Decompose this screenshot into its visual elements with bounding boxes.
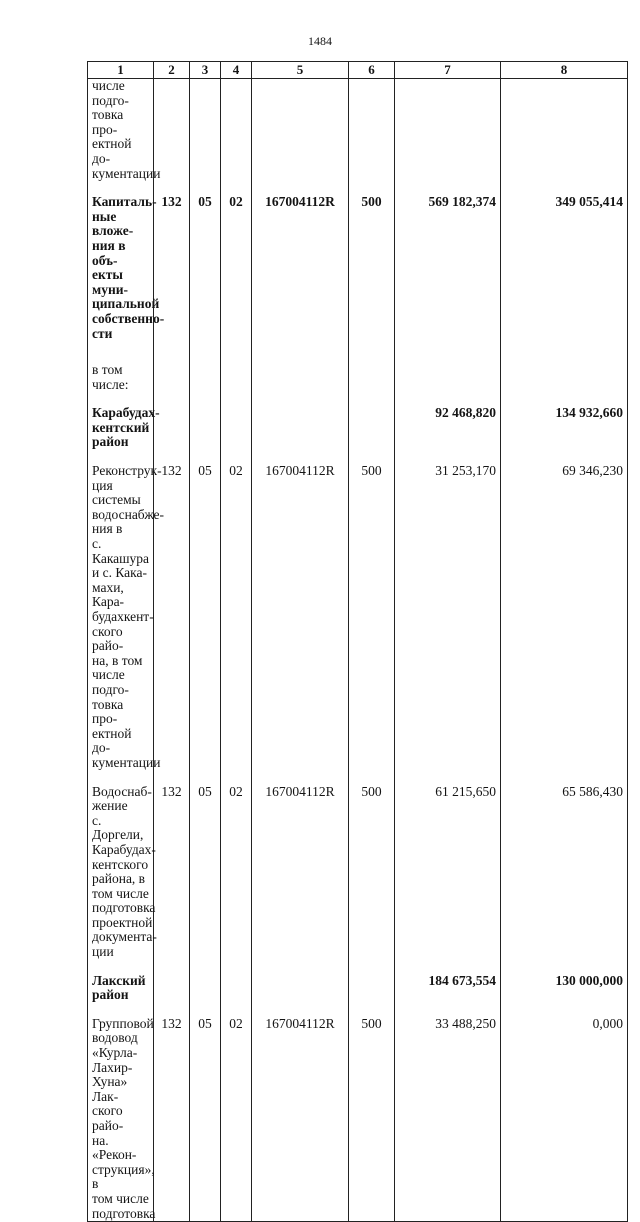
code-target-cell: 167004112R	[252, 195, 349, 363]
code-target-cell: 167004112R	[252, 785, 349, 974]
code-section-cell: 05	[190, 195, 221, 363]
code-section-cell: 05	[190, 785, 221, 974]
amount-year2-cell: 69 346,230	[501, 464, 628, 784]
column-header-7: 7	[395, 62, 501, 79]
table-row	[88, 363, 628, 406]
row-name-cell: Капиталь- ные вложе- ния в объ- екты муни- ципальной собственно- сти	[88, 195, 154, 363]
row-name-cell: в том числе:	[88, 363, 154, 406]
row-name-cell: числе подго- товка про- ектной до- кументации	[88, 79, 154, 196]
column-header-8: 8	[501, 62, 628, 79]
table-row	[88, 195, 628, 363]
code-admin-cell	[154, 974, 190, 1017]
amount-year2-cell: 0,000	[501, 1017, 628, 1222]
amount-year2-cell: 65 586,430	[501, 785, 628, 974]
code-admin-cell: 132	[154, 464, 190, 784]
code-expense-type-cell: 500	[349, 785, 395, 974]
column-header-4: 4	[221, 62, 252, 79]
code-admin-cell: 132	[154, 195, 190, 363]
table-row	[88, 464, 628, 784]
amount-year1-cell	[395, 363, 501, 406]
row-name-cell: Карабудах- кентский район	[88, 406, 154, 464]
amount-year1-cell: 569 182,374	[395, 195, 501, 363]
code-section-cell: 05	[190, 464, 221, 784]
amount-year1-cell: 92 468,820	[395, 406, 501, 464]
amount-year2-cell	[501, 79, 628, 196]
amount-year2-cell: 349 055,414	[501, 195, 628, 363]
column-header-1: 1	[88, 62, 154, 79]
amount-year1-cell	[395, 79, 501, 196]
table-row	[88, 1017, 628, 1222]
amount-year1-cell: 61 215,650	[395, 785, 501, 974]
row-name-cell: Водоснаб- жение с. Доргели, Карабудах- кентского района, в том числе подготовка проектной документа- ции	[88, 785, 154, 974]
code-target-cell	[252, 363, 349, 406]
amount-year2-cell	[501, 363, 628, 406]
amount-year2-cell: 134 932,660	[501, 406, 628, 464]
code-expense-type-cell	[349, 974, 395, 1017]
column-header-2: 2	[154, 62, 190, 79]
amount-year2-cell: 130 000,000	[501, 974, 628, 1017]
budget-table	[87, 61, 628, 1222]
code-expense-type-cell: 500	[349, 195, 395, 363]
column-header-3: 3	[190, 62, 221, 79]
code-subsection-cell	[221, 974, 252, 1017]
code-subsection-cell: 02	[221, 1017, 252, 1222]
code-target-cell: 167004112R	[252, 464, 349, 784]
code-section-cell	[190, 974, 221, 1017]
page-number: 1484	[308, 34, 332, 48]
code-expense-type-cell: 500	[349, 1017, 395, 1222]
table-row	[88, 406, 628, 464]
code-subsection-cell	[221, 406, 252, 464]
amount-year1-cell: 31 253,170	[395, 464, 501, 784]
table-row	[88, 79, 628, 196]
row-name-cell: Групповой водовод «Курла- Лахир- Хуна» Лак- ского райо- на. «Рекон- струкция», в том числе подготовка	[88, 1017, 154, 1222]
code-subsection-cell: 02	[221, 785, 252, 974]
code-target-cell	[252, 974, 349, 1017]
code-expense-type-cell	[349, 406, 395, 464]
row-name-cell: Реконструк- ция системы водоснабже- ния в с. Какашура и с. Кака- махи, Кара- будахкент- ского райо- на, в том числе подго- товка про- ектной до- кументации	[88, 464, 154, 784]
code-target-cell	[252, 79, 349, 196]
table-row	[88, 785, 628, 974]
column-number-row	[88, 62, 628, 79]
code-expense-type-cell	[349, 79, 395, 196]
code-subsection-cell	[221, 79, 252, 196]
row-name-cell: Лакский район	[88, 974, 154, 1017]
code-section-cell	[190, 363, 221, 406]
code-section-cell	[190, 406, 221, 464]
code-admin-cell	[154, 363, 190, 406]
code-subsection-cell: 02	[221, 195, 252, 363]
code-subsection-cell: 02	[221, 464, 252, 784]
code-target-cell	[252, 406, 349, 464]
code-admin-cell: 132	[154, 1017, 190, 1222]
amount-year1-cell: 184 673,554	[395, 974, 501, 1017]
code-expense-type-cell	[349, 363, 395, 406]
code-section-cell	[190, 79, 221, 196]
code-expense-type-cell: 500	[349, 464, 395, 784]
amount-year1-cell: 33 488,250	[395, 1017, 501, 1222]
column-header-5: 5	[252, 62, 349, 79]
code-section-cell: 05	[190, 1017, 221, 1222]
code-target-cell: 167004112R	[252, 1017, 349, 1222]
code-admin-cell: 132	[154, 785, 190, 974]
code-subsection-cell	[221, 363, 252, 406]
table-row	[88, 974, 628, 1017]
column-header-6: 6	[349, 62, 395, 79]
